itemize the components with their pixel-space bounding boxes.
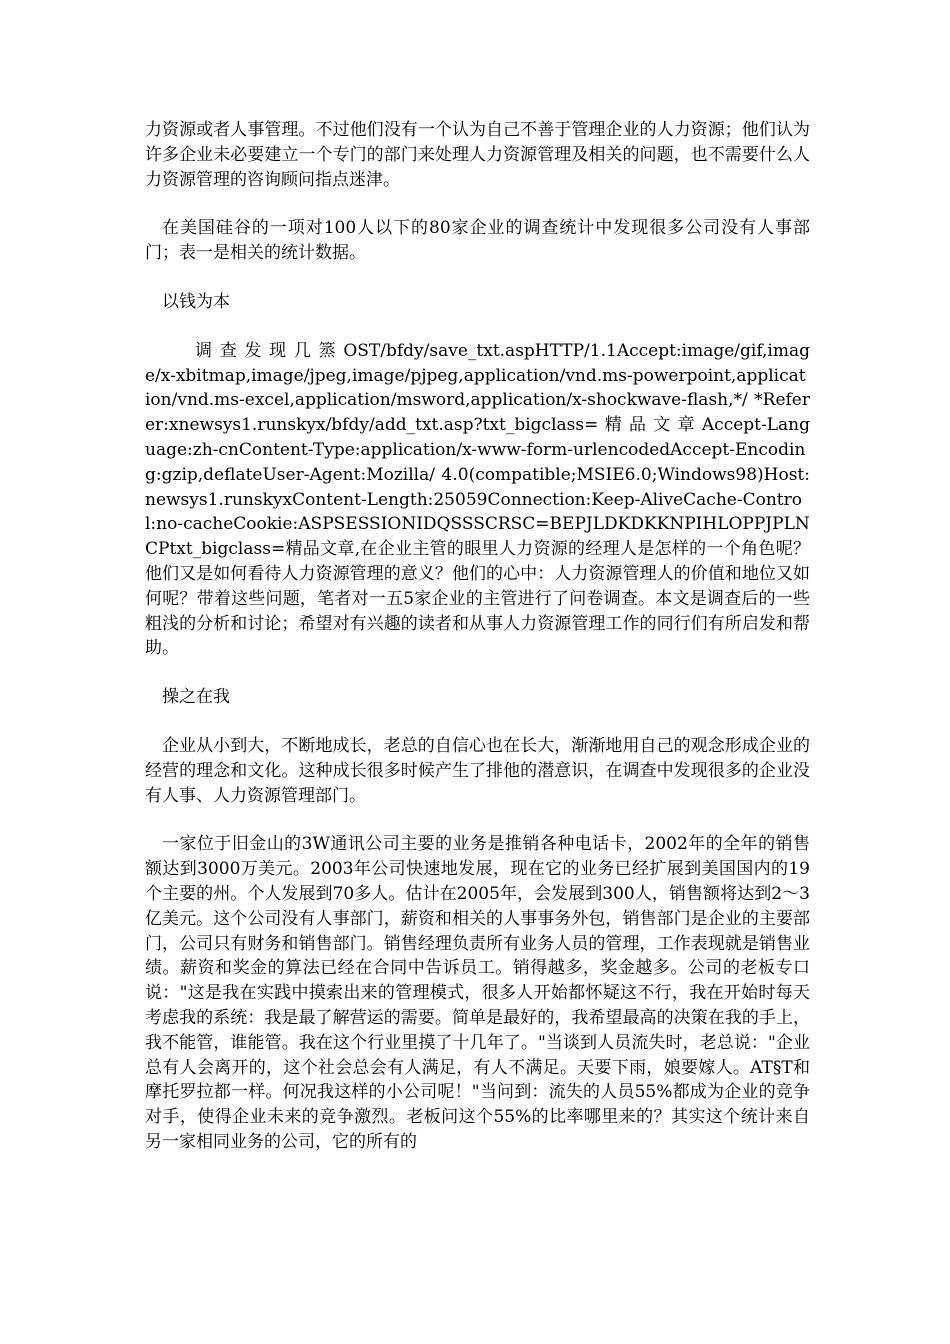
section-heading-in-my-control: 操之在我 (162, 687, 230, 708)
paragraph-company-growth: 企业从小到大，不断地成长，老总的自信心也在长大，渐渐地用自己的观念形成企业的经营的理念和文化。这种成长很多时候产生了排他的潜意识，在调查中发现很多的企业没有人事、人力资源管理部门。 (145, 735, 810, 806)
section-heading-money-first: 以钱为本 (162, 291, 230, 312)
paragraph-survey-findings: 调 查 发 现 几 篜 OST/bfdy/save_txt.aspHTTP/1.1Accept:image/gif,image/x-xbitmap,image/jpeg,image/pjpeg,application/vnd.ms-powerpoint,application/vnd.ms-excel,application/msword,application/x-shockwave-flash,*/ *Referer:xnewsys1.runskyx/bfdy/add_txt.asp?txt_bigclass= 精 品 文 章 Accept-Language:zh-cnContent-Type:application/x-www-form-urlencodedAccept-Encoding:gzip,deflateUser-Agent:Mozilla/ 4.0(compatible;MSIE6.0;Windows98)Host:newsys1.runskyxContent-Length:25059Connection:Keep-AliveCache-Control:no-cacheCookie:ASPSESSIONIDQSSSCRSC=BEPJLDKDKKNPIHLOPPJPLNCPtxt_bigclass=精品文章,在企业主管的眼里人力资源的经理人是怎样的一个角色呢？他们又是如何看待人力资源管理的意义？他们的心中：人力资源管理人的价值和地位又如何呢？带着这些问题，笔者对一五5家企业的主管进行了问卷调查。本文是调查后的一些粗浅的分析和讨论；希望对有兴趣的读者和从事人力资源管理工作的同行们有所启发和帮助。 (145, 340, 810, 659)
paragraph-intro-continued: 力资源或者人事管理。不过他们没有一个认为自己不善于管理企业的人力资源；他们认为许多企业未必要建立一个专门的部门来处理人力资源管理及相关的问题，也不需要什么人力资源管理的咨询顾问指点迷津。 (145, 120, 810, 190)
paragraph-3w-case-study: 一家位于旧金山的3W通讯公司主要的业务是推销各种电话卡，2002年的全年的销售额达到3000万美元。2003年公司快速地发展，现在它的业务已经扩展到美国国内的19个主要的州。个人发展到70多人。估计在2005年，会发展到300人，销售额将达到2～3亿美元。这个公司没有人事部门，薪资和相关的人事事务外包，销售部门是企业的主要部门，公司只有财务和销售部门。销售经理负责所有业务人员的管理，工作表现就是销售业绩。薪资和奖金的算法已经在合同中告诉员工。销得越多，奖金越多。公司的老板专口说："这是我在实践中摸索出来的管理模式，很多人开始都怀疑这不行，我在开始时每天考虑我的系统：我是最了解营运的需要。简单是最好的，我希望最高的决策在我的手上，我不能管，谁能管。我在这个行业里摸了十几年了。"当谈到人员流失时，老总说："企业总有人会离开的，这个社会总会有人满足，有人不满足。天要下雨，娘要嫁人。AT§T和摩托罗拉都一样。何况我这样的小公司呢！"当问到：流失的人员55%都成为企业的竞争对手，使得企业未来的竞争激烈。老板问这个55%的比率哪里来的？其实这个统计来自另一家相同业务的公司，它的所有的 (145, 834, 810, 1152)
paragraph-silicon-valley-survey: 在美国硅谷的一项对100人以下的80家企业的调查统计中发现很多公司没有人事部门；表一是相关的统计数据。 (145, 218, 810, 264)
document-page (145, 118, 810, 1179)
